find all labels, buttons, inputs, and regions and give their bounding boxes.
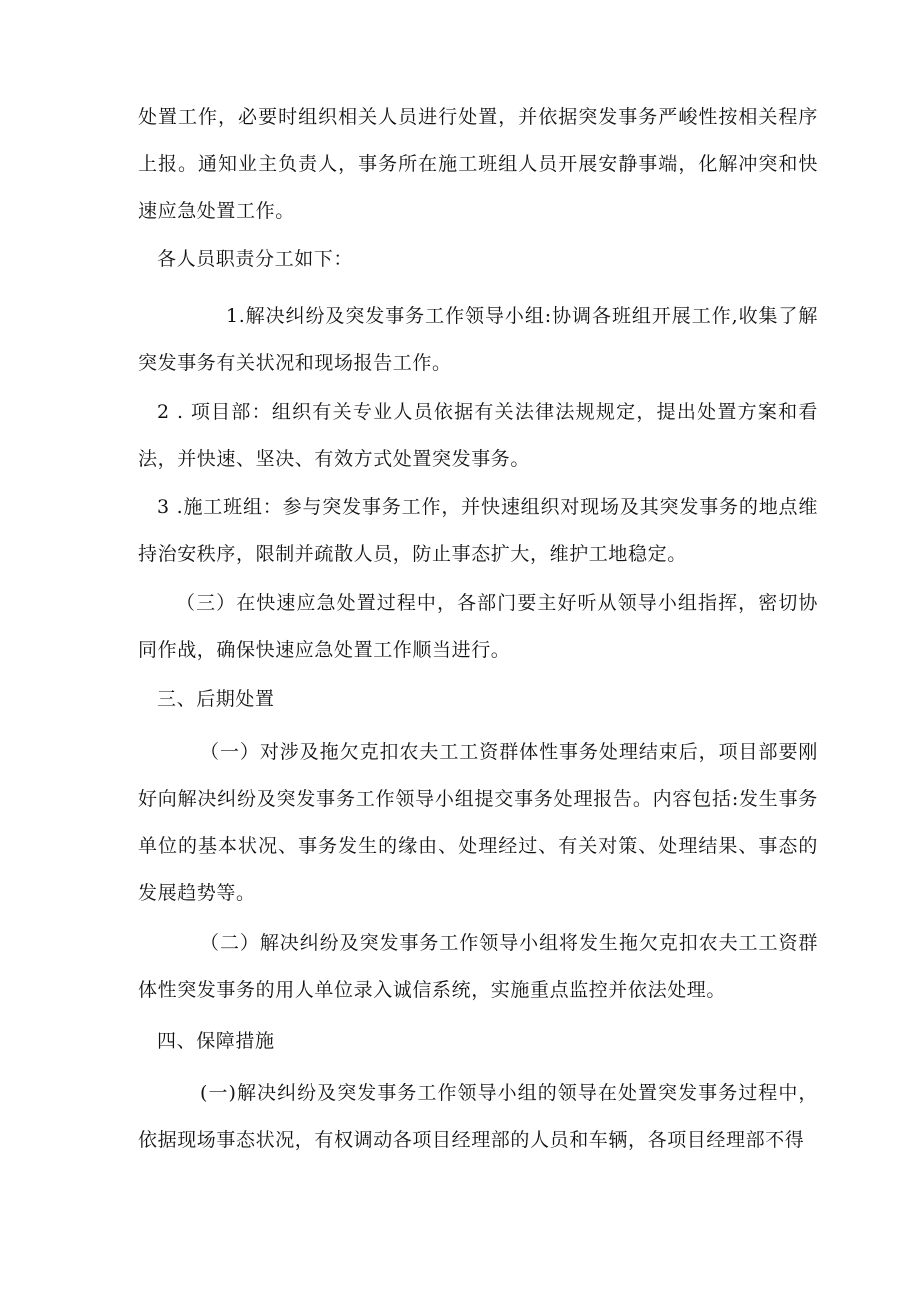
paragraph-duty-construction-team: 3 .施工班组：参与突发事务工作，并快速组织对现场及其突发事务的地点维持治安秩序，限制并疏散人员，防止事态扩大，维护工地稳定。 [138, 496, 818, 565]
paragraph-post-disposal-report: （一）对涉及拖欠克扣农夫工工资群体性事务处理结束后，项目部要刚好向解决纠纷及突发事务工作领导小组提交事务处理报告。内容包括:发生事务单位的基本状况、事务发生的缘由、处理经过、有关对策、处理结果、事态的发展趋势等。 [138, 741, 818, 904]
paragraph-coordination: （三）在快速应急处置过程中，各部门要主好听从领导小组指挥，密切协同作战，确保快速应急处置工作顺当进行。 [138, 592, 818, 661]
heading-post-disposal: 三、后期处置 [157, 688, 275, 710]
heading-safeguards: 四、保障措施 [157, 1030, 275, 1052]
paragraph-disposal-work: 处置工作，必要时组织相关人员进行处置，并依据突发事务严峻性按相关程序上报。通知业主负责人，事务所在施工班组人员开展安静事端，化解冲突和快速应急处置工作。 [138, 106, 818, 222]
paragraph-credit-system: （二）解决纠纷及突发事务工作领导小组将发生拖欠克扣农夫工工资群体性突发事务的用人单位录入诚信系统，实施重点监控并依法处理。 [138, 932, 818, 1001]
paragraph-duty-leading-group: 1.解决纠纷及突发事务工作领导小组:协调各班组开展工作,收集了解突发事务有关状况和现场报告工作。 [138, 305, 818, 374]
paragraph-duty-project-dept: 2 . 项目部：组织有关专业人员依据有关法律法规规定，提出处置方案和看法，并快速、坚决、有效方式处置突发事务。 [138, 401, 818, 470]
paragraph-safeguard-authority: (一)解决纠纷及突发事务工作领导小组的领导在处置突发事务过程中，依据现场事态状况，有权调动各项目经理部的人员和车辆，各项目经理部不得 [138, 1082, 818, 1151]
paragraph-duties-intro: 各人员职责分工如下： [157, 248, 354, 270]
